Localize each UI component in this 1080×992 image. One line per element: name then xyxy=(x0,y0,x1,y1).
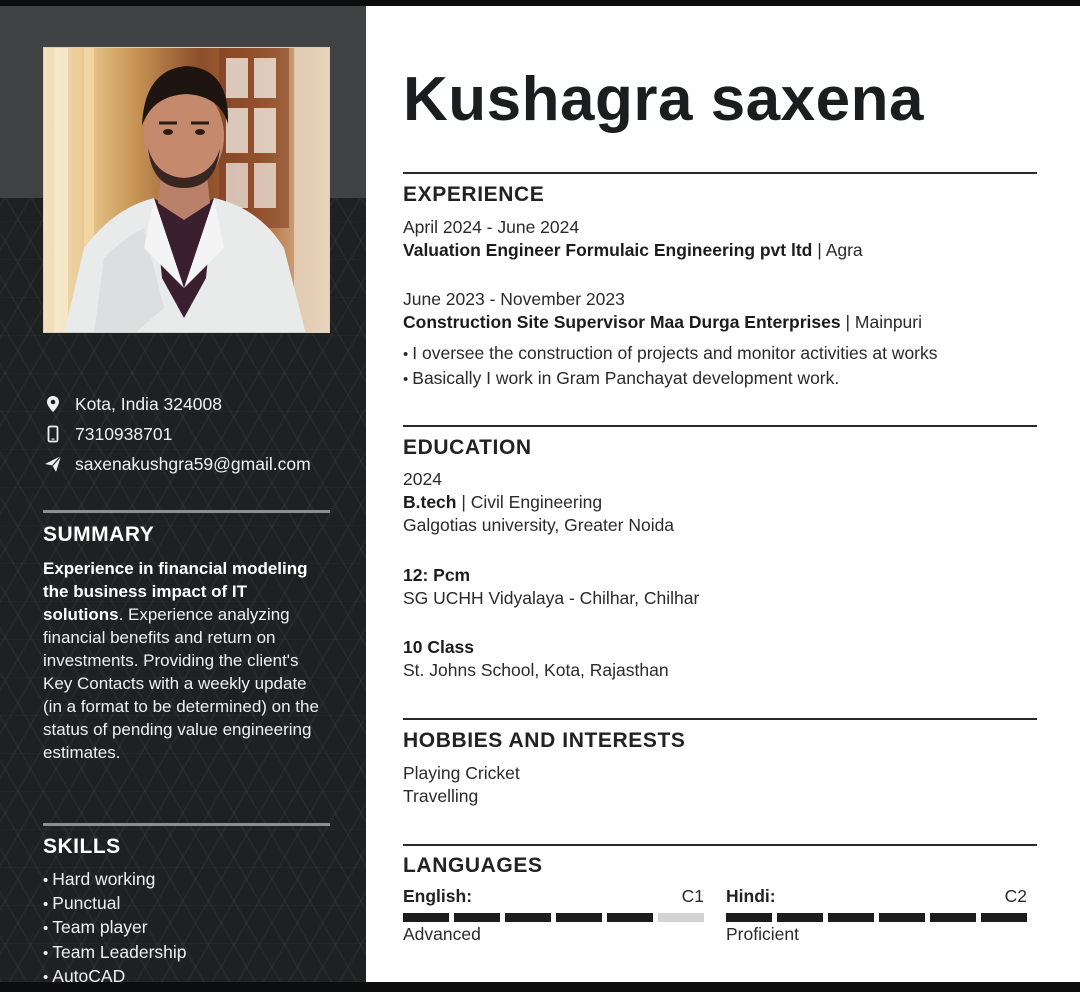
experience-heading: EXPERIENCE xyxy=(403,183,545,206)
tenth-title: 10 Class xyxy=(403,637,475,657)
experience-divider xyxy=(403,172,1037,174)
education-heading: EDUCATION xyxy=(403,436,532,459)
experience-bullets xyxy=(403,342,938,391)
job-title: Valuation Engineer Formulaic Engineering pvt ltd xyxy=(403,240,813,260)
level-segment-filled xyxy=(777,913,823,922)
twelfth-school: SG UCHH Vidyalaya - Chilhar, Chilhar xyxy=(403,588,700,608)
job-dates: April 2024 - June 2024 xyxy=(403,217,580,237)
level-segment-filled xyxy=(828,913,874,922)
language-description: Advanced xyxy=(403,924,481,944)
languages-divider xyxy=(403,844,1037,846)
contact-phone xyxy=(44,422,344,446)
skill-item: • AutoCAD xyxy=(43,965,187,982)
job-location: Agra xyxy=(825,240,863,260)
summary-divider xyxy=(43,510,330,513)
contact-email xyxy=(44,452,344,476)
skill-item: • Hard working xyxy=(43,868,187,892)
hobby-item: Travelling xyxy=(403,786,479,806)
level-segment-filled xyxy=(505,913,551,922)
phone-text: 7310938701 xyxy=(75,424,173,444)
language-description: Proficient xyxy=(726,924,799,944)
hobbies-divider xyxy=(403,718,1037,720)
location-text: Kota, India 324008 xyxy=(75,394,222,414)
candidate-name: Kushagra saxena xyxy=(403,65,924,134)
summary-text xyxy=(43,557,328,764)
summary-heading: SUMMARY xyxy=(43,523,155,546)
job-title-line: Construction Site Supervisor Maa Durga Enterprises | Mainpuri xyxy=(403,312,923,332)
summary-body-text: . Experience analyzing financial benefits and return on investments. Providing the client's Key Contacts with a weekly update (in a format to be determined) on the status of pending value engineering estimates. xyxy=(43,605,319,762)
level-segment-filled xyxy=(556,913,602,922)
skill-item: • Team player xyxy=(43,916,187,940)
location-pin-icon xyxy=(44,395,62,413)
level-segment-filled xyxy=(879,913,925,922)
language-level-bar xyxy=(403,913,704,922)
education-divider xyxy=(403,425,1037,427)
main-content xyxy=(366,6,1080,982)
education-year: 2024 xyxy=(403,469,442,489)
job-dates: June 2023 - November 2023 xyxy=(403,289,625,309)
hobby-item: Playing Cricket xyxy=(403,763,520,783)
level-segment-filled xyxy=(454,913,500,922)
skills-divider xyxy=(43,823,330,826)
degree: B.tech xyxy=(403,492,457,512)
skills-heading: SKILLS xyxy=(43,835,121,858)
degree-field: Civil Engineering xyxy=(470,492,603,512)
skill-item: • Team Leadership xyxy=(43,941,187,965)
language-level: C2 xyxy=(1004,886,1027,906)
sidebar xyxy=(0,6,366,982)
experience-bullet: • I oversee the construction of projects and monitor activities at works xyxy=(403,342,938,367)
level-segment-empty xyxy=(658,913,704,922)
hobbies-heading: HOBBIES AND INTERESTS xyxy=(403,729,686,752)
tenth-school: St. Johns School, Kota, Rajasthan xyxy=(403,660,669,680)
level-segment-filled xyxy=(607,913,653,922)
language-name: English: xyxy=(403,886,473,906)
job-title-line: Valuation Engineer Formulaic Engineering pvt ltd | Agra xyxy=(403,240,863,260)
level-segment-filled xyxy=(403,913,449,922)
job-title: Construction Site Supervisor Maa Durga Enterprises xyxy=(403,312,841,332)
skill-item: • Punctual xyxy=(43,892,187,916)
mobile-phone-icon xyxy=(44,425,62,443)
level-segment-filled xyxy=(981,913,1027,922)
paper-plane-icon xyxy=(44,455,62,473)
twelfth-title: 12: Pcm xyxy=(403,565,471,585)
email-text[interactable]: saxenakushgra59@gmail.com xyxy=(75,454,311,474)
language-name: Hindi: xyxy=(726,886,776,906)
summary-bold-text: Experience in financial modeling the business impact of IT solutions xyxy=(43,559,308,624)
bottom-border xyxy=(0,982,1080,992)
degree-line: B.tech | Civil Engineering xyxy=(403,492,603,512)
university: Galgotias university, Greater Noida xyxy=(403,515,675,535)
level-segment-filled xyxy=(726,913,772,922)
language-level-bar xyxy=(726,913,1027,922)
languages-heading: LANGUAGES xyxy=(403,854,543,877)
contact-location xyxy=(44,392,344,416)
skills-list xyxy=(43,868,187,982)
experience-bullet: • Basically I work in Gram Panchayat development work. xyxy=(403,367,938,392)
profile-photo xyxy=(43,47,330,333)
language-level: C1 xyxy=(681,886,704,906)
job-location: Mainpuri xyxy=(854,312,923,332)
level-segment-filled xyxy=(930,913,976,922)
